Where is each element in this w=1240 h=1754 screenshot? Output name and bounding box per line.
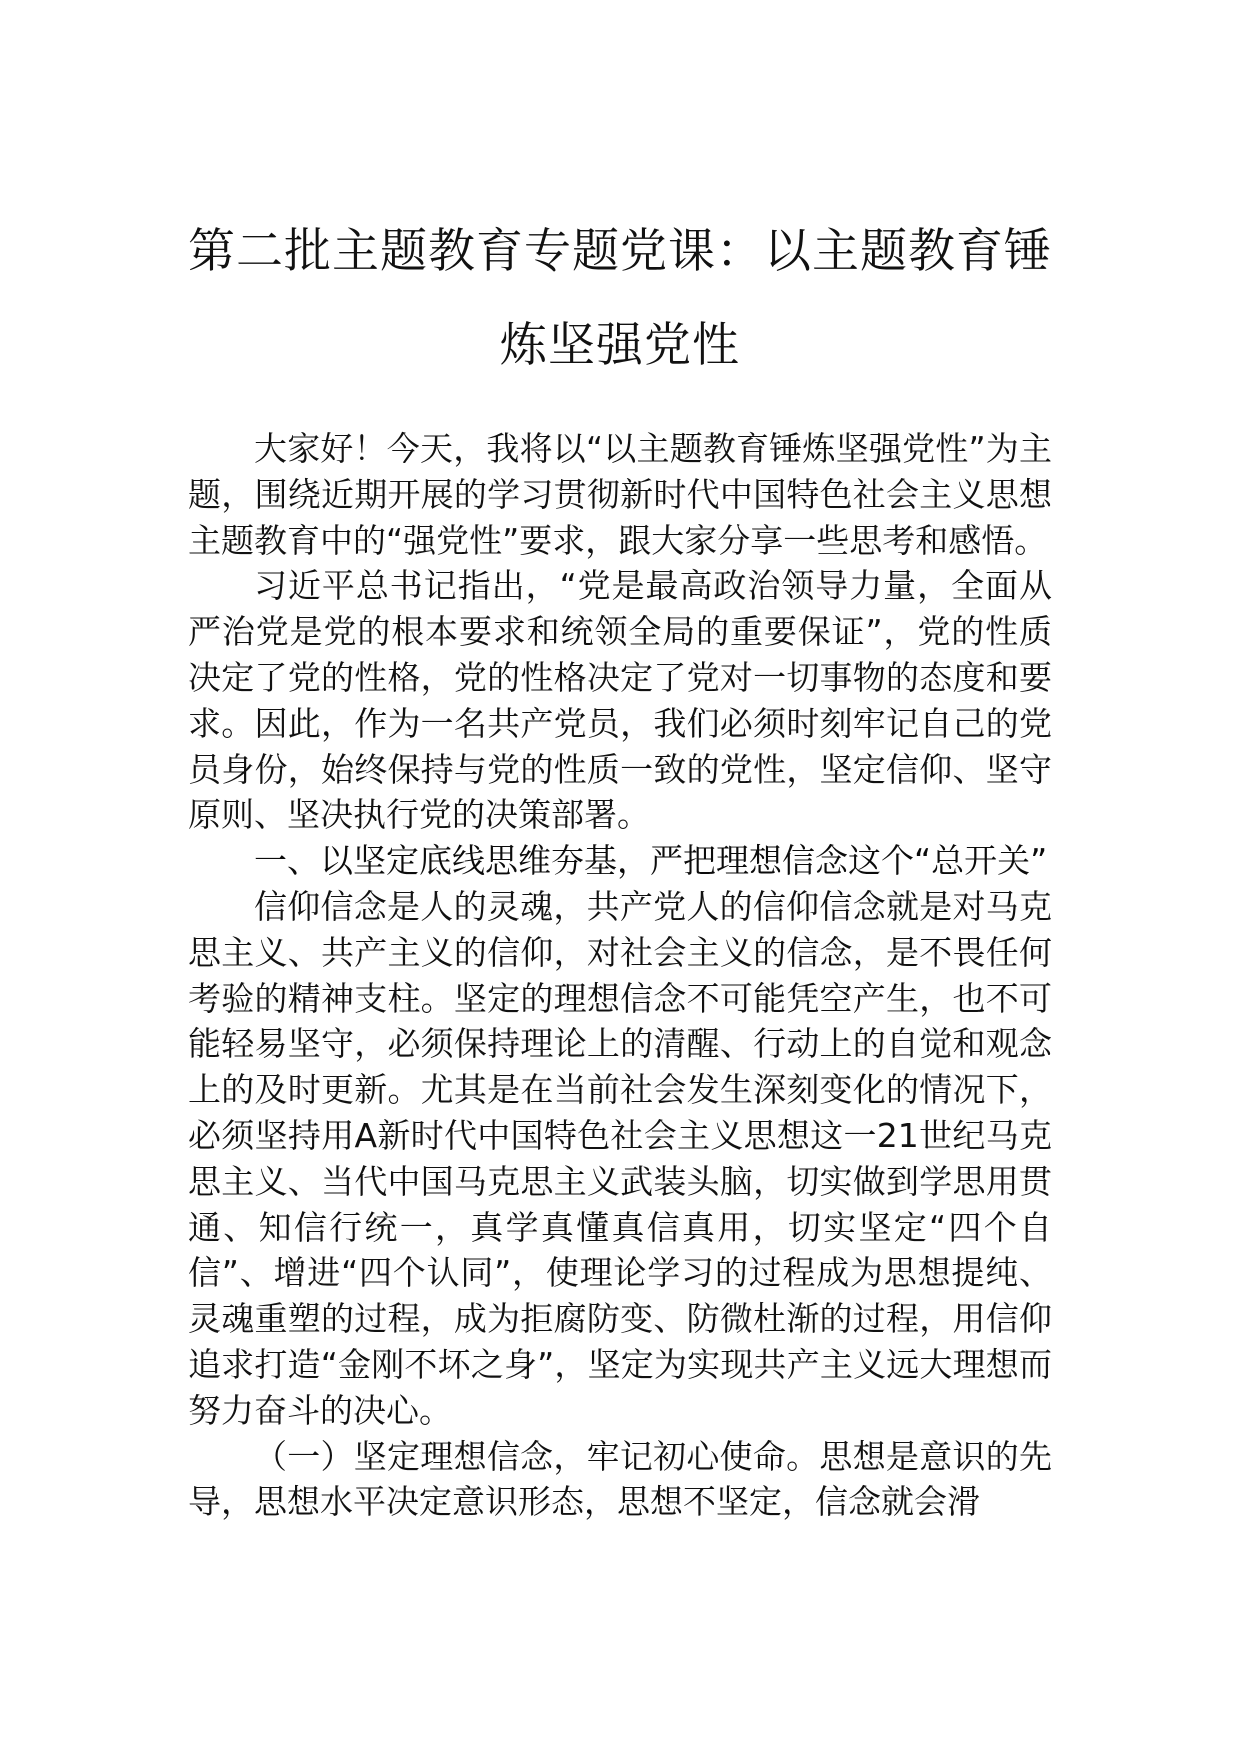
paragraph-quote: 习近平总书记指出，“党是最高政治领导力量，全面从严治党是党的根本要求和统领全局的重要保证”，党的性质决定了党的性格，党的性格决定了党对一切事物的态度和要求。因此，作为一名共产党员，我们必须时刻牢记自己的党员身份，始终保持与党的性质一致的党性，坚定信仰、坚守原则、坚决执行党的决策部署。 bbox=[188, 566, 1052, 835]
subsection-paragraph-1: （一）坚定理想信念，牢记初心使命。思想是意识的先导，思想水平决定意识形态，思想不坚定，信念就会滑 bbox=[188, 1436, 1052, 1522]
title-line-1: 第二批主题教育专题党课：以主题教育锤 bbox=[188, 224, 1052, 279]
document-title bbox=[150, 205, 1090, 393]
section-heading-1: 一、以坚定底线思维夯基，严把理想信念这个“总开关” bbox=[254, 841, 1048, 881]
title-line-2: 炼坚强党性 bbox=[500, 318, 740, 373]
paragraph-belief: 信仰信念是人的灵魂，共产党人的信仰信念就是对马克思主义、共产主义的信仰，对社会主义的信念，是不畏任何考验的精神支柱。坚定的理想信念不可能凭空产生，也不可能轻易坚守，必须保持理论上的清醒、行动上的自觉和观念上的及时更新。尤其是在当前社会发生深刻变化的情况下，必须坚持用A新时代中国特色社会主义思想这一21世纪马克思主义、当代中国马克思主义武装头脑，切实做到学思用贯通、知信行统一，真学真懂真信真用，切实坚定“四个自信”、增进“四个认同”，使理论学习的过程成为思想提纯、灵魂重塑的过程，成为拒腐防变、防微杜渐的过程，用信仰追求打造“金刚不坏之身”，坚定为实现共产主义远大理想而努力奋斗的决心。 bbox=[188, 886, 1052, 1430]
document-body bbox=[188, 426, 1052, 1525]
paragraph-intro: 大家好！今天，我将以“以主题教育锤炼坚强党性”为主题，围绕近期开展的学习贯彻新时代中国特色社会主义思想主题教育中的“强党性”要求，跟大家分享一些思考和感悟。 bbox=[188, 429, 1052, 560]
